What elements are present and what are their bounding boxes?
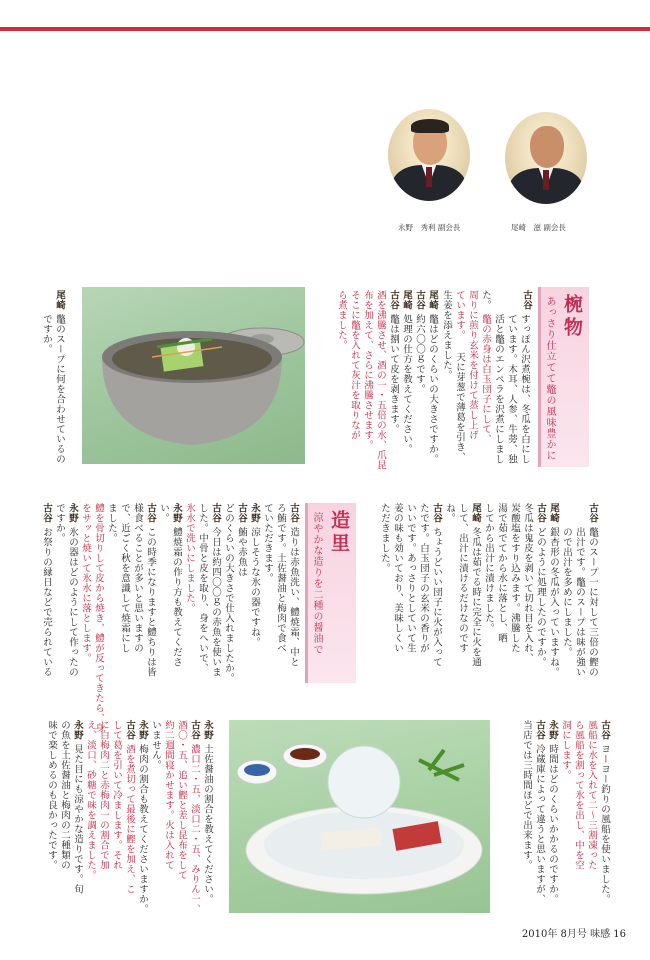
paragraph-line: ただきました。 bbox=[379, 503, 390, 573]
speaker: 古谷 bbox=[388, 290, 399, 310]
paragraph-line-highlight: え、淡口、砂糖で味を調えました。 bbox=[85, 720, 96, 880]
speaker: 永野 bbox=[72, 720, 83, 740]
paragraph-line-highlight: ら煮ました。 bbox=[336, 290, 347, 350]
paragraph-line: どのように処理したのですか。 bbox=[535, 527, 546, 667]
paragraph-line: 生姜を添えました。 bbox=[441, 290, 452, 380]
paragraph-line: 造りは赤魚洗い、鱧焼霜、中と bbox=[288, 527, 299, 667]
paragraph-line: 冬瓜は鬼皮を剥いて切れ目を入れ、 bbox=[522, 503, 533, 663]
paragraph-line-highlight: 風船に水を入れて二〜三割凍った bbox=[586, 720, 597, 870]
speaker: 古谷 bbox=[288, 503, 299, 523]
speaker: 古谷 bbox=[414, 290, 425, 310]
speaker: 尾崎 bbox=[427, 290, 438, 310]
speaker: 古谷 bbox=[534, 720, 545, 740]
paragraph-line: ので出汁を多めにしました。 bbox=[561, 527, 572, 657]
speaker: 永野 bbox=[249, 503, 260, 523]
paragraph-line: した。中骨と皮を取り、身をへいで、 bbox=[197, 503, 208, 673]
sashimi-photo bbox=[229, 720, 490, 913]
speaker: 古谷 bbox=[599, 720, 610, 740]
paragraph-line: 鼈のスープ一に対して三倍の鰹の bbox=[587, 527, 598, 677]
paragraph-line-highlight: 鱧を骨切りして皮から焼き、鱧が反ってきたら、身 bbox=[93, 503, 104, 733]
paragraph-line: 鮪や赤魚は bbox=[236, 527, 247, 577]
paragraph-line-highlight: をサッと焼いて氷水に落とします。 bbox=[80, 503, 91, 663]
paragraph-line: い。 bbox=[158, 503, 169, 523]
speaker: 古谷 bbox=[189, 720, 200, 740]
paragraph-line: の魚を土佐醤油と梅肉の二種類の bbox=[59, 720, 70, 870]
portrait-caption-nagano: 永野 秀利 副会長 bbox=[398, 223, 461, 232]
paragraph-line: 味で楽しめるのも良かったです。 bbox=[46, 720, 57, 870]
paragraph-line: 天に芽葱で薄葛を引き、 bbox=[454, 352, 465, 462]
speaker: 永野 bbox=[137, 720, 148, 740]
paragraph-line: ですか。 bbox=[54, 503, 65, 543]
paragraph-line: 鼈のスープに何を合わせているの bbox=[54, 314, 65, 464]
paragraph-line: 涼しそうな氷の器ですね。 bbox=[249, 527, 260, 647]
paragraph-line: してから出汁に漬けました。 bbox=[483, 503, 494, 633]
section-title-wan: 椀物 bbox=[561, 294, 583, 340]
paragraph-line-highlight: 鼈の赤身は白玉団子にして、 bbox=[480, 314, 491, 444]
portrait-caption-ozaki: 尾崎 滋 副会長 bbox=[511, 223, 566, 232]
speaker: 永野 bbox=[67, 503, 78, 523]
paragraph-line-highlight: 酒〇・五、追い鰹と差し昆布をして bbox=[176, 720, 187, 880]
paragraph-line: ています。木耳、人参、牛蒡、独 bbox=[506, 314, 517, 464]
paragraph-line: 様食べることが多いと思いますの bbox=[132, 503, 143, 653]
paragraph-line: ですか。 bbox=[41, 314, 52, 354]
speaker: 古谷 bbox=[124, 720, 135, 740]
paragraph-line: 梅肉の割合も教えてくださいますか。 bbox=[137, 744, 148, 914]
paragraph-line: 鱧焼霜の作り方も教えてくださ bbox=[171, 527, 182, 667]
paragraph-line: 出汁です。鼈のスープは味が強い bbox=[574, 527, 585, 677]
paragraph-line-highlight: に白梅肉二と赤梅肉一の割合で加 bbox=[98, 720, 109, 870]
paragraph-line: 時間はどのくらいかかるのですか。 bbox=[547, 744, 558, 904]
paragraph-line-highlight: して葛を引いて冷まします。それ bbox=[111, 720, 122, 870]
section-subtitle-zukuri: 涼やかな造りを二種の醤油で bbox=[311, 512, 322, 655]
paragraph-line: ね。 bbox=[444, 503, 455, 523]
portrait-ozaki bbox=[505, 112, 587, 204]
speaker: 尾崎 bbox=[401, 290, 412, 310]
paragraph-line: 処理の仕方を教えてください。 bbox=[401, 314, 412, 454]
top-rule bbox=[0, 27, 650, 31]
paragraph-line: 炭酸塩をすり込みます。沸騰した bbox=[509, 503, 520, 653]
portrait-nagano bbox=[388, 109, 470, 201]
paragraph-line-highlight: 布を加えて、さらに沸騰させます。 bbox=[362, 290, 373, 450]
paragraph-line: た。 bbox=[480, 290, 491, 310]
paragraph-line-highlight: ています。 bbox=[454, 290, 465, 340]
paragraph-line-highlight: そこに鼈を入れて灰汁を取りなが bbox=[349, 290, 360, 440]
paragraph-line: 姜の味も効いており、美味しくい bbox=[392, 503, 403, 653]
speaker: 古谷 bbox=[521, 290, 532, 310]
paragraph-line: ヨーヨー釣りの風船を使いました。 bbox=[599, 744, 610, 904]
paragraph-line: 氷の器はどのようにして作ったの bbox=[67, 527, 78, 677]
speaker: 古谷 bbox=[210, 503, 221, 523]
paragraph-line: 今日は約四〇〇ｇの赤魚を使いま bbox=[210, 527, 221, 677]
paragraph-line-highlight: 酒を沸騰させ、酒の一・五倍の水、爪昆 bbox=[375, 290, 386, 470]
paragraph-line: どのくらいの大きさで仕入れましたか。 bbox=[223, 503, 234, 683]
speaker: 永野 bbox=[171, 503, 182, 523]
speaker: 尾崎 bbox=[470, 503, 481, 523]
speaker: 古谷 bbox=[431, 503, 442, 523]
paragraph-line-highlight: 周りに煎り玄米を付けて蒸し上げ bbox=[467, 290, 478, 440]
paragraph-line: 鼈は捌いて皮を剥きます。 bbox=[388, 314, 399, 434]
paragraph-line: たです。白玉団子の玄米の香りが bbox=[418, 503, 429, 653]
speaker: 尾崎 bbox=[54, 290, 65, 310]
paragraph-line-highlight: 酒を煮切って最後に鰹を加え、こ bbox=[124, 744, 135, 894]
paragraph-line-highlight: 約二週間寝かせます。火は入れて bbox=[163, 720, 174, 870]
speaker: 尾崎 bbox=[548, 503, 559, 523]
paragraph-line: ろ鮪です。土佐醤油と梅肉で食べ bbox=[275, 503, 286, 653]
paragraph-line: 湯で茹でてから水に落とし、晒 bbox=[496, 503, 507, 643]
paragraph-line: 当店では三時間ほどで出来ます。 bbox=[521, 720, 532, 870]
paragraph-line-highlight: 氷水で洗いにしました。 bbox=[184, 503, 195, 613]
paragraph-line: 見た目にも涼やかな造りです。旬 bbox=[72, 744, 83, 894]
speaker: 古谷 bbox=[535, 503, 546, 523]
soup-bowl-photo bbox=[82, 287, 305, 464]
paragraph-line: で、近ごく秋を意識して焼霜にし bbox=[119, 503, 130, 653]
paragraph-line: ました。 bbox=[106, 503, 117, 543]
paragraph-line: ていただきます。 bbox=[262, 503, 273, 583]
page-footer: 2010年 8月号 味感 16 bbox=[521, 929, 626, 940]
speaker: 古谷 bbox=[41, 503, 52, 523]
speaker: 古谷 bbox=[236, 503, 247, 523]
paragraph-line: 冷蔵庫によって違うと思いますが、 bbox=[534, 744, 545, 904]
paragraph-line: ちょうどいい団子に火が入って bbox=[431, 527, 442, 667]
paragraph-line: して、出汁に漬けるだけなのです bbox=[457, 503, 468, 653]
paragraph-line: いいです。あっさりとしていて生 bbox=[405, 503, 416, 653]
speaker: 古谷 bbox=[587, 503, 598, 523]
section-title-zukuri: 造里 bbox=[328, 510, 350, 556]
paragraph-line: この時季になりますと鱧ちりは皆 bbox=[145, 527, 156, 677]
paragraph-line: お祭りの縁日などで売られている bbox=[41, 527, 52, 677]
paragraph-line-highlight: ら風船を割って氷を出し、中を空 bbox=[573, 720, 584, 870]
paragraph-line: 活と鼈のエンペラを沢煮にしまし bbox=[493, 314, 504, 464]
speaker: 古谷 bbox=[145, 503, 156, 523]
paragraph-line: 冬瓜は茹でる時に完全に火を通 bbox=[470, 527, 481, 667]
speaker: 永野 bbox=[547, 720, 558, 740]
paragraph-line-highlight: 洞にします。 bbox=[560, 720, 571, 780]
paragraph-line-highlight: 濃口二・五、淡口二・五、みりん一、 bbox=[189, 744, 200, 914]
paragraph-line: 銀杏形の冬瓜が入っていますね。 bbox=[548, 527, 559, 677]
paragraph-line: 約六〇〇ｇです。 bbox=[414, 314, 425, 394]
speaker: 永野 bbox=[202, 720, 213, 740]
paragraph-line: 土佐醤油の割合を教えてください。 bbox=[202, 744, 213, 904]
section-subtitle-wan: あっさり仕立てて鼈の風味豊かに bbox=[544, 296, 555, 461]
paragraph-line: いません。 bbox=[150, 720, 161, 770]
paragraph-line: すっぽん沢煮椀は、冬瓜を白にし bbox=[519, 314, 530, 464]
paragraph-line: 鼈はどのくらいの大きさですか。 bbox=[427, 314, 438, 464]
